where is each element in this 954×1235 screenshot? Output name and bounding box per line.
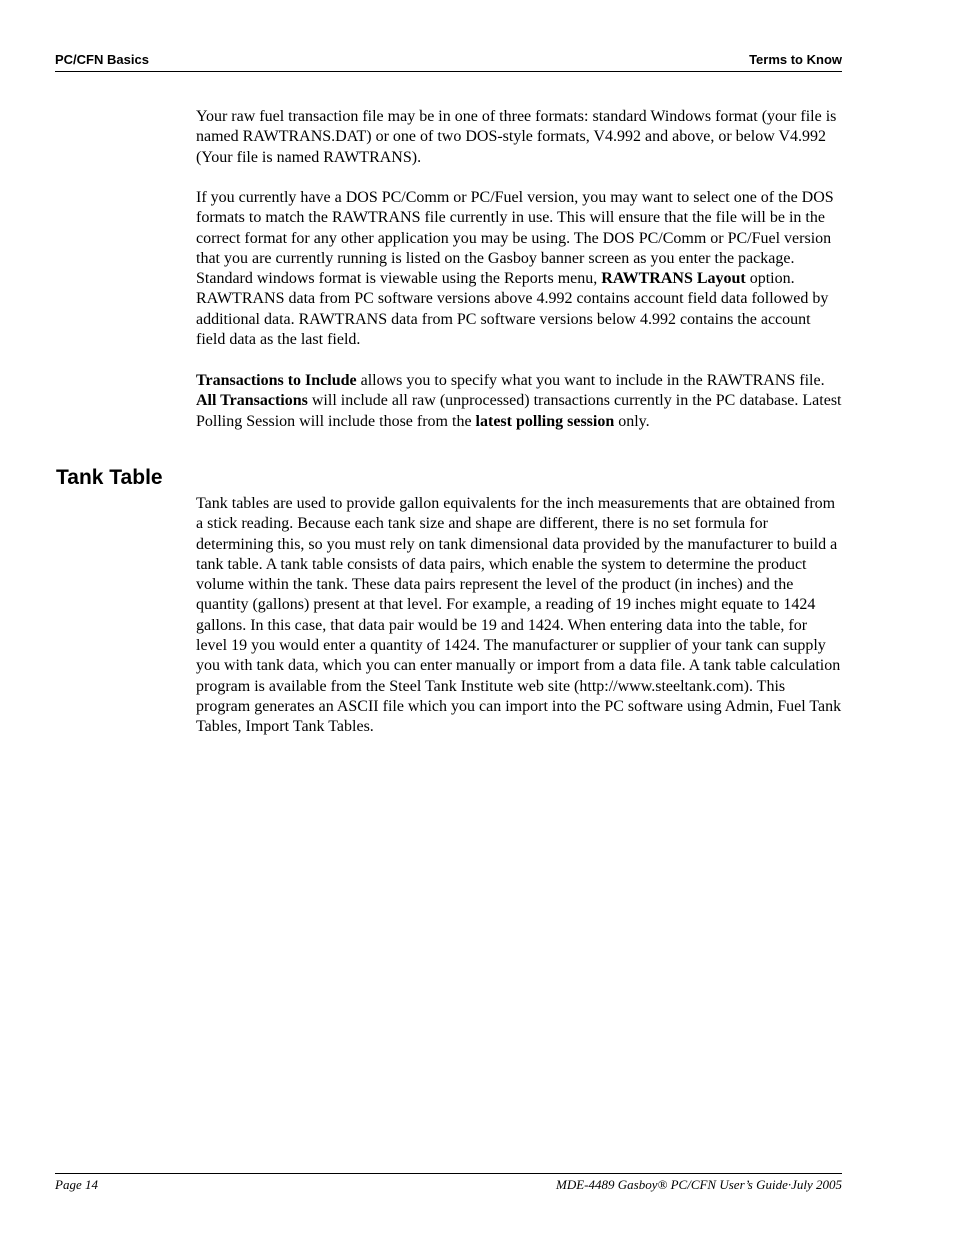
paragraph-text: Your raw fuel transaction file may be in one of three formats: standard Windows format (your file is named RAWTRANS.DAT) or one of two DOS-style formats, V4.992 and above, or below V4.992 (Your file is named RAWTRANS). (196, 108, 837, 166)
paragraph-dos-formats-text (196, 188, 842, 350)
bold-term-transactions-to-include: Transactions to Include (196, 372, 357, 389)
header-divider (55, 71, 842, 72)
paragraph-transactions-text (196, 371, 842, 432)
bold-term-all-transactions: All Transactions (196, 392, 308, 410)
page-number: Page 14 (55, 1177, 98, 1192)
bold-term-rawtrans-layout: RAWTRANS Layout (601, 270, 746, 288)
document-id: MDE-4489 Gasboy® PC/CFN User’s Guide·July 2005 (556, 1177, 842, 1192)
text-run: allows you to specify what you want to include in the RAWTRANS file. (356, 372, 825, 389)
paragraph-rawtrans-formats (196, 107, 842, 168)
text-run: option. RAWTRANS data from PC software versions above 4.992 contains account field data followed by additional data. RAWTRANS data from PC software versions below 4.992 contains the account field data as the last field. (196, 270, 829, 349)
header-topic-title: Terms to Know (749, 52, 842, 67)
bold-term-latest-polling-session: latest polling session (475, 412, 615, 430)
footer-divider (55, 1173, 842, 1174)
text-run: only. (614, 412, 650, 430)
paragraph-tank-table (196, 494, 842, 738)
text-run: will include all raw (unprocessed) transactions currently in the PC database. Latest Polling Session will include those from the (196, 392, 842, 430)
header-section-title: PC/CFN Basics (55, 52, 149, 67)
paragraph-tank-table-text: Tank tables are used to provide gallon equivalents for the inch measurements that are obtained from a stick reading. Because each tank size and shape are different, there is no set formula for determining this, so you must rely on tank dimensional data provided by the manufacturer to build a tank table. A tank table consists of data pairs, which enable the system to determine the product volume within the tank. These data pairs represent the level of the product (in inches) and the quantity (gallons) present at that level. For example, a reading of 19 inches might equate to 1424 gallons. In this case, that data pair would be 19 and 1424. When entering data into the table, for level 19 you would enter a quantity of 1424. The manufacturer or supplier of your tank can supply you with tank data, which you can enter manually or import from a data file. A tank table calculation program is available from the Steel Tank Institute web site (http://www.steeltank.com). This program generates an ASCII file which you can import into the PC software using Admin, Fuel Tank Tables, Import Tank Tables. (196, 495, 842, 736)
text-run: If you currently have a DOS PC/Comm or PC/Fuel version, you may want to select one of the DOS formats to match the RAWTRANS file currently in use. This will ensure that the file will be in the correct format for any other application you may be using. The DOS PC/Comm or PC/Fuel version that you are currently running is listed on the Gasboy banner screen as you enter the package. Standard windows format is viewable using the Reports menu, (196, 189, 834, 288)
paragraph-transactions-to-include (196, 371, 842, 432)
section-heading-tank-table: Tank Table (56, 466, 163, 489)
paragraph-dos-formats (196, 188, 842, 350)
